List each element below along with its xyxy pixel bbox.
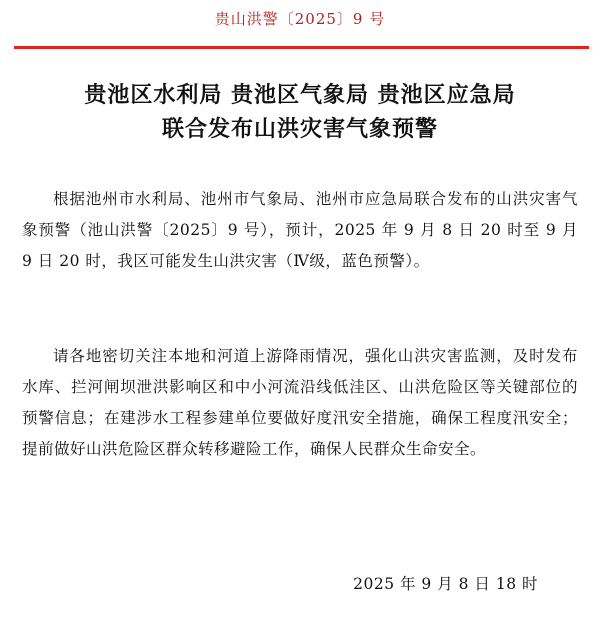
title-warning-subject: 联合发布山洪灾害气象预警 [161,117,438,142]
body-paragraph-instructions: 请各地密切关注本地和河道上游降雨情况，强化山洪灾害监测，及时发布水库、拦河闸坝泄洪影响区和中小河流沿线低洼区、山洪危险区等关键部位的预警信息；在建涉水工程参建单位要做好度汛安全措施，确保工程度汛安全；提前做好山洪危险区群众转移避险工作，确保人民群众生命安全。 [22,347,578,458]
document-number: 贵山洪警〔2025〕9 号 [214,10,386,28]
body-paragraph-forecast: 根据池州市水利局、池州市气象局、池州市应急局联合发布的山洪灾害气象预警（池山洪警〔2025〕9 号），预计，2025 年 9 月 8 日 20 时至 9 月 9 日 20 时，我区可能发生山洪灾害（Ⅳ级，蓝色预警）。 [22,190,578,270]
issue-date: 2025 年 9 月 8 日 18 时 [353,575,538,593]
title-issuing-agencies: 贵池区水利局 贵池区气象局 贵池区应急局 [84,83,516,108]
red-header-rule [14,46,589,49]
